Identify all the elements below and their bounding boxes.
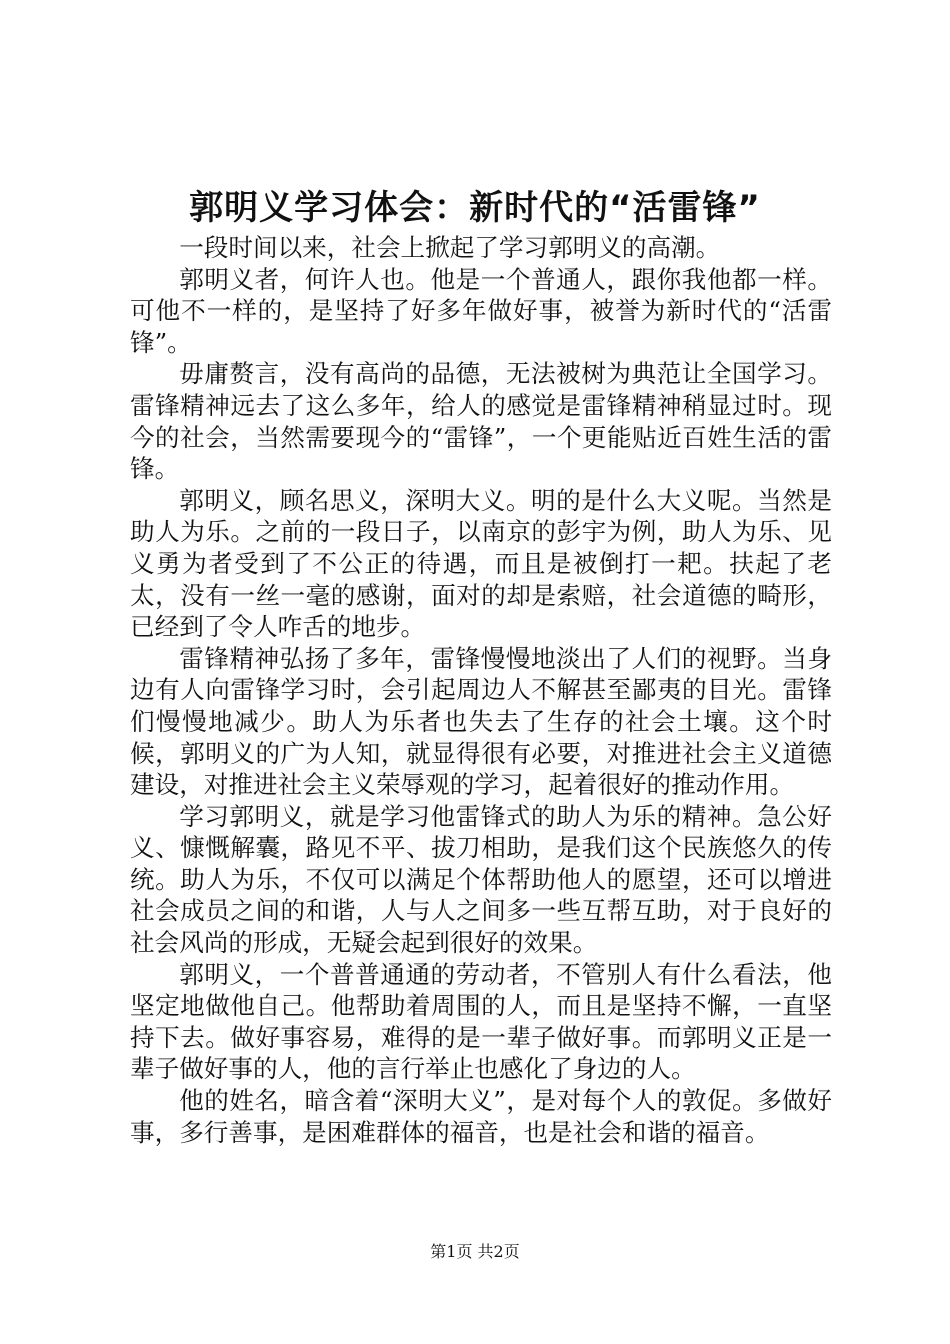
paragraph-3: 毋庸赘言，没有高尚的品德，无法被树为典范让全国学习。雷锋精神远去了这么多年，给人的感觉是雷锋精神稍显过时。现今的社会，当然需要现今的“雷锋”，一个更能贴近百姓生活的雷锋。 (130, 359, 832, 484)
paragraph-1: 一段时间以来，社会上掀起了学习郭明义的高潮。 (179, 233, 721, 262)
paragraph-6: 学习郭明义，就是学习他雷锋式的助人为乐的精神。急公好义、慷慨解囊，路见不平、拔刀相助，是我们这个民族悠久的传统。助人为乐，不仅可以满足个体帮助他人的愿望，还可以增进社会成员之间的和谐，人与人之间多一些互帮互助，对于良好的社会风尚的形成，无疑会起到很好的效果。 (130, 801, 832, 958)
paragraph-7: 郭明义，一个普普通通的劳动者，不管别人有什么看法，他坚定地做他自己。他帮助着周围的人，而且是坚持不懈，一直坚持下去。做好事容易，难得的是一辈子做好事。而郭明义正是一辈子做好事的人，他的言行举止也感化了身边的人。 (130, 959, 832, 1084)
document-body (130, 232, 832, 1148)
paragraph-8: 他的姓名，暗含着“深明大义”，是对每个人的敦促。多做好事，多行善事，是困难群体的福音，也是社会和谐的福音。 (130, 1086, 832, 1147)
paragraph-4: 郭明义，顾名思义，深明大义。明的是什么大义呢。当然是助人为乐。之前的一段日子，以南京的彭宇为例，助人为乐、见义勇为者受到了不公正的待遇，而且是被倒打一耙。扶起了老太，没有一丝一毫的感谢，面对的却是索赔，社会道德的畸形，已经到了令人咋舌的地步。 (130, 485, 832, 642)
page-number-footer: 第1页 共2页 (430, 1242, 520, 1261)
paragraph-5: 雷锋精神弘扬了多年，雷锋慢慢地淡出了人们的视野。当身边有人向雷锋学习时，会引起周边人不解甚至鄙夷的目光。雷锋们慢慢地减少。助人为乐者也失去了生存的社会土壤。这个时候，郭明义的广为人知，就显得很有必要，对推进社会主义道德建设，对推进社会主义荣辱观的学习，起着很好的推动作用。 (130, 643, 832, 800)
document-title: 郭明义学习体会：新时代的“活雷锋” (189, 188, 761, 228)
paragraph-2: 郭明义者，何许人也。他是一个普通人，跟你我他都一样。可他不一样的，是坚持了好多年做好事，被誉为新时代的“活雷锋”。 (130, 264, 832, 357)
